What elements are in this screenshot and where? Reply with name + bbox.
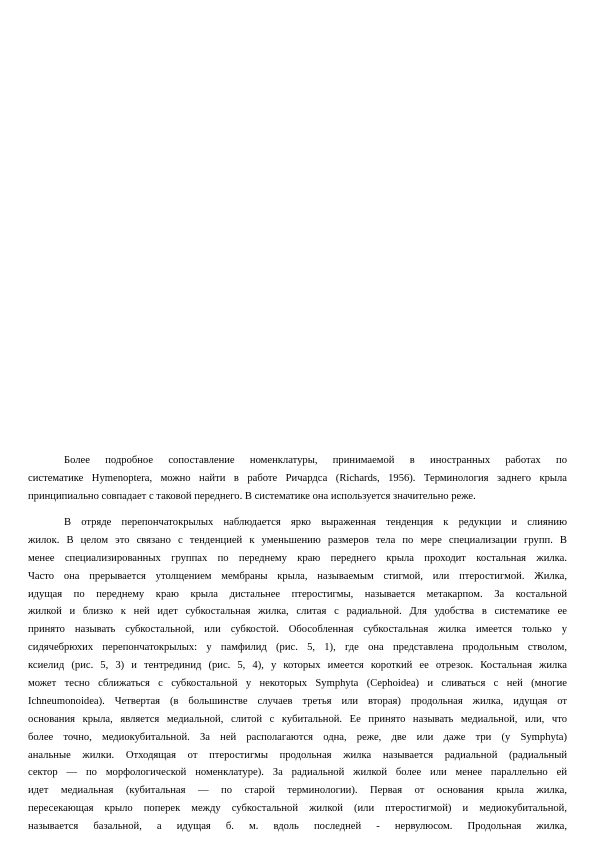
paragraph-venation <box>28 514 567 836</box>
text-line: сидячебрюхих перепончатокрылых: у памфилид (рис. 5, 1), где она представлена продольным стволом, <box>28 642 567 654</box>
text-line: жилок. В целом это связано с тенденцией к уменьшению размеров тела по мере специализации групп. В <box>28 534 567 546</box>
text-line: принято называть субкостальной, или субкостой. Обособленная субкостальная жилка имеется только у <box>28 624 567 636</box>
text-line: систематике Hymenoptera, можно найти в работе Ричардса (Richards, 1956). Терминология заднего крыла <box>28 472 567 484</box>
text-line: менее специализированных группах по переднему краю переднего крыла проходит костальная жилка. <box>28 552 567 564</box>
text-line: Более подробное сопоставление номенклатуры, принимаемой в иностранных работах по <box>64 455 567 466</box>
paragraph-nomenclature <box>28 452 567 506</box>
text-line: сектор — по морфологической номенклатуре). За радиальной жилкой более или менее параллельно ей <box>28 767 567 779</box>
text-line: более точно, медиокубитальной. За ней располагаются одна, реже, две или даже три (у Symphyta) <box>28 731 567 743</box>
text-line: принципиально совпадает с таковой переднего. В систематике она используется значительно реже. <box>28 490 476 502</box>
text-line: ксиелид (рис. 5, 3) и тентрединид (рис. 5, 4), у которых имеется короткий ее отрезок. Костальная жилка <box>28 660 567 672</box>
text-line: В отряде перепончатокрылых наблюдается ярко выраженная тенденция к редукции и слиянию <box>64 517 567 528</box>
text-line: может тесно сближаться с субкостальной у некоторых Symphyta (Cephoidea) и сливаться с ней (многие <box>28 678 567 690</box>
text-line: анальные жилки. Отходящая от птеростигмы продольная жилка называется радиальной (радиальный <box>28 749 567 761</box>
text-line: идет медиальная (кубитальная — по старой терминологии). Первая от основания крыла жилка, <box>28 785 567 797</box>
text-line: пересекающая крыло поперек между субкостальной жилкой (или птеростигмой) и медиокубитальной, <box>28 803 567 815</box>
text-line: Часто она прерывается утолщением мембраны крыла, называемым стигмой, или птеростигмой. Жилка, <box>28 570 567 582</box>
text-line: называется базальной, а идущая б. м. вдоль последней - нервулюсом. Продольная жилка, <box>28 821 567 833</box>
text-line: Ichneumonoidea). Четвертая (в большинстве случаев третья или вторая) продольная жилка, идущая от <box>28 695 567 707</box>
paragraph-text <box>28 452 567 506</box>
text-line: основания крыла, является медиальной, слитой с кубитальной. Ее принято называть медиальной, или, что <box>28 713 567 725</box>
text-line: жилкой и близко к ней идет субкостальная жилка, слитая с радиальной. Для удобства в систематике ее <box>28 606 567 618</box>
paragraph-text <box>28 514 567 836</box>
text-line: идущая по переднему краю крыла дистальнее птеростигмы, называется метакарпом. За костальной <box>28 588 567 600</box>
